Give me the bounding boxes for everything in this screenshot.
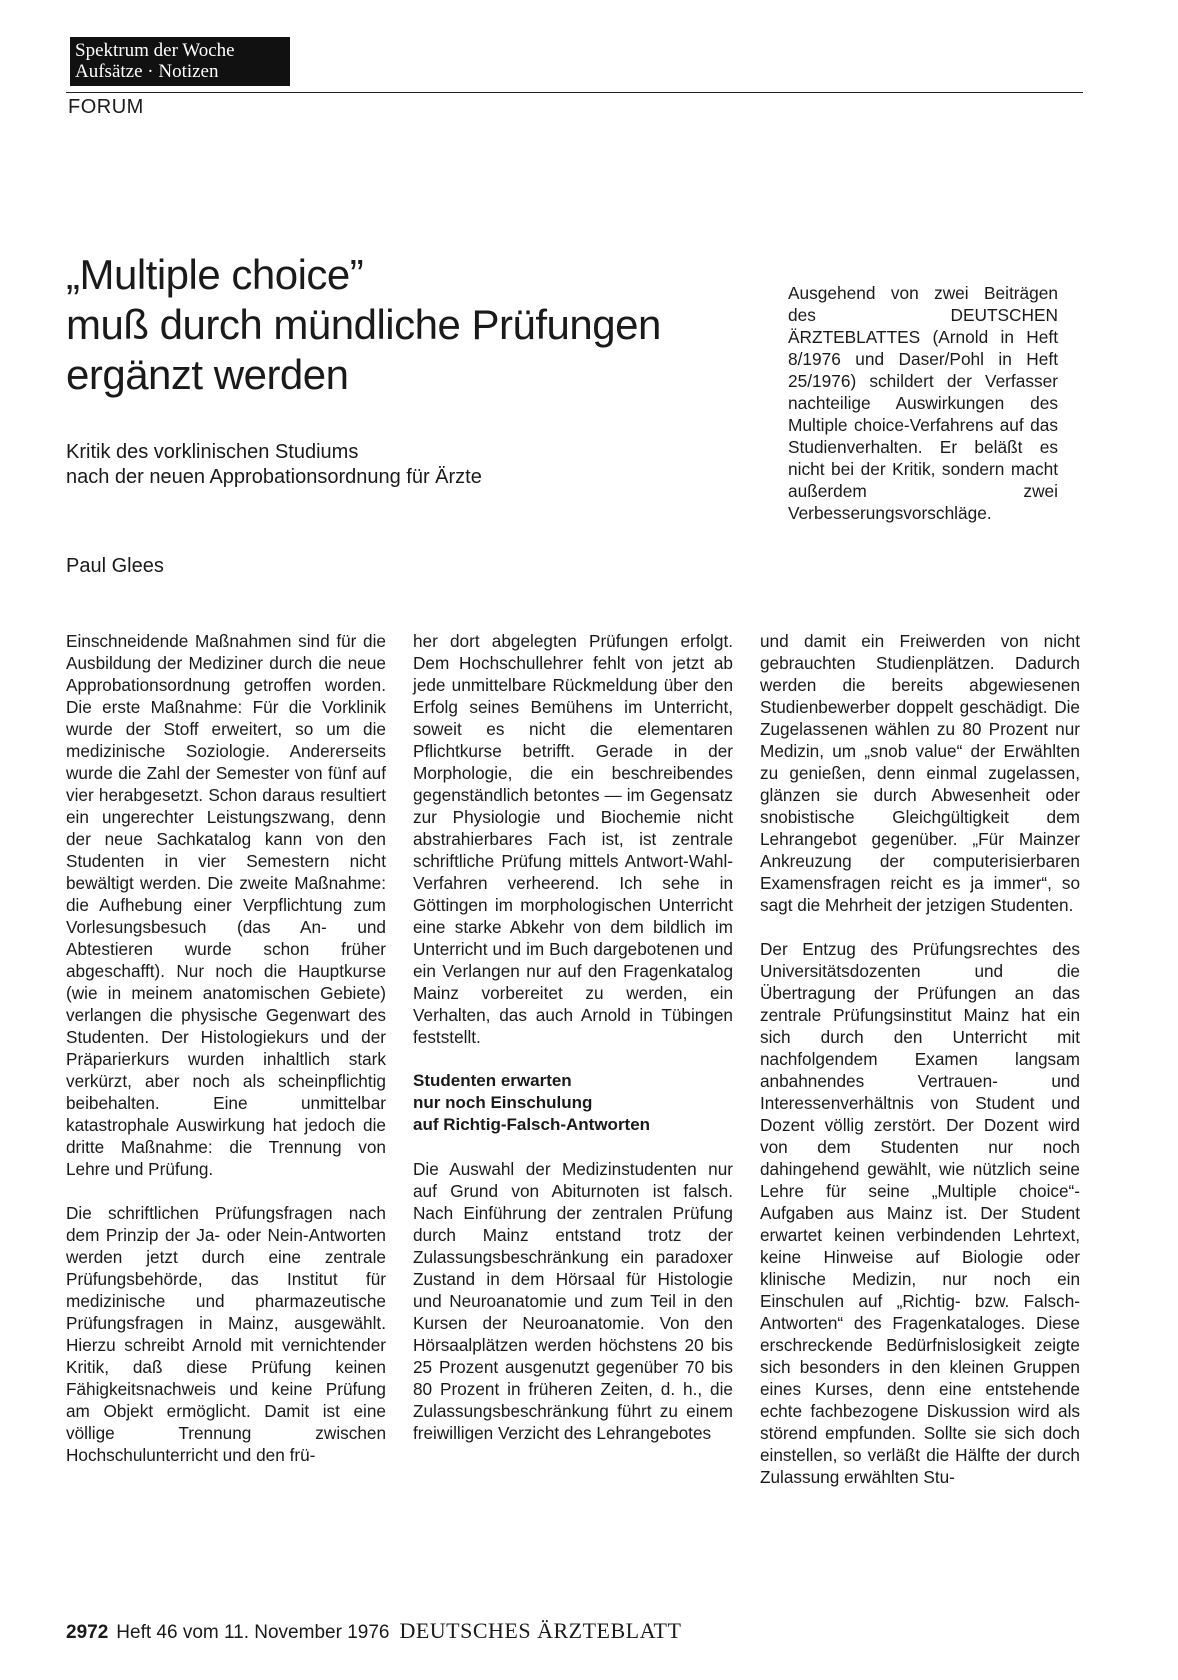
body-paragraph: Einschneidende Maßnahmen sind für die Ausbildung der Mediziner durch die neue Approbationsordnung getroffen worden. Die erste Maßnahme: Für die Vorklinik wurde der Stoff erweitert, so um die medizinische Soziologie. Andererseits wurde die Zahl der Semester von fünf auf vier herabgesetzt. Schon daraus resultiert ein ungerechter Leistungszwang, denn der neue Sachkatalog kann von den Studenten in vier Semestern nicht bewältigt werden. Die zweite Maßnahme: die Aufhebung einer Verpflichtung zum Vorlesungsbesuch (das An- und Abtestieren wurde schon früher abgeschafft). Nur noch die Hauptkurse (wie in meinem anatomischen Gebiete) verlangen die physische Gegenwart des Studenten. Der Histologiekurs und der Präparierkurs wurden inhaltlich stark verkürzt, aber noch als scheinpflichtig beibehalten. Eine unmittelbar katastrophale Auswirkung hat jedoch die dritte Maßnahme: die Trennung von Lehre und Prüfung. — [66, 631, 386, 1179]
section-heading-line: nur noch Einschulung — [413, 1093, 593, 1112]
body-column-1 — [66, 630, 386, 1466]
body-paragraph: her dort abgelegten Prüfungen erfolgt. Dem Hochschullehrer fehlt von jetzt ab jede unmittelbare Rückmeldung über den Erfolg seines Bemühens im Unterricht, soweit es nicht die elementaren Pflichtkurse betrifft. Gerade in der Morphologie, die ein beschreibendes gegenständlich betontes — im Gegensatz zur Physiologie und Biochemie nicht abstrahierbares Fach ist, ist zentrale schriftliche Prüfung mittels Antwort-Wahl-Verfahren verheerend. Ich sehe in Göttingen im morphologischen Unterricht eine starke Abkehr von dem bildlich im Unterricht und im Buch dargebotenen und ein Verlangen nur auf den Fragenkatalog Mainz vorbereitet zu werden, ein Verhalten, das auch Arnold in Tübingen feststellt. — [413, 631, 733, 1047]
section-tag-line1: Spektrum der Woche — [75, 40, 235, 61]
section-tag-line2: Aufsätze · Notizen — [75, 61, 219, 82]
section-tag — [70, 37, 290, 86]
section-heading-line: Studenten erwarten — [413, 1071, 572, 1090]
header-rule — [66, 92, 1083, 93]
article-teaser: Ausgehend von zwei Beiträgen des DEUTSCHEN ÄRZTEBLATTES (Arnold in Heft 8/1976 und Daser/Pohl in Heft 25/1976) schildert der Verfasser nachteilige Auswirkungen des Multiple choice-Verfahrens auf das Studienverhalten. Er beläßt es nicht bei der Kritik, sondern macht außerdem zwei Verbesserungsvorschläge. — [788, 283, 1058, 523]
article-title — [66, 250, 766, 400]
issue-info: Heft 46 vom 11. November 1976 — [116, 1622, 390, 1643]
author-name: Paul Glees — [66, 555, 164, 577]
body-paragraph: Die Auswahl der Medizinstudenten nur auf Grund von Abiturnoten ist falsch. Nach Einführung der zentralen Prüfung durch Mainz entstand trotz der Zulassungsbeschränkung ein paradoxer Zustand in dem Hörsaal für Histologie und Neuroanatomie und zum Teil in den Kursen der Neuroanatomie. Von den Hörsaalplätzen werden höchstens 20 bis 25 Prozent ausgenutzt gegenüber 70 bis 80 Prozent in früheren Zeiten, d. h., die Zulassungsbeschränkung führt zu einem freiwilligen Verzicht des Lehrangebotes — [413, 1159, 733, 1443]
body-paragraph: Der Entzug des Prüfungsrechtes des Universitätsdozenten und die Übertragung der Prüfungen an das zentrale Prüfungsinstitut Mainz hat ein sich durch den Unterricht mit nachfolgendem Examen langsam anbahnendes Vertrauen- und Interessenverhältnis von Student und Dozent völlig zerstört. Der Dozent wird von dem Studenten nur noch dahingehend gewählt, wie nützlich seine Lehre für seine „Multiple choice“-Aufgaben aus Mainz ist. Der Student erwartet keinen verbindenden Lehrtext, keine Hinweise auf Biologie oder klinische Medizin, nur noch ein Einschulen auf „Richtig- bzw. Falsch-Antworten“ des Fragenkataloges. Diese erschreckende Bedürfnislosigkeit zeigte sich besonders in den kleinen Gruppen eines Kurses, denn eine entstehende echte fachbezogene Diskussion wird als störend empfunden. Sollte sie sich doch einstellen, so verläßt die Hälfte der durch Zulassung erwählten Stu- — [760, 939, 1080, 1487]
page-footer — [66, 1618, 681, 1644]
subtitle-line: nach der neuen Approbationsordnung für Ärzte — [66, 466, 482, 488]
body-column-2 — [413, 630, 733, 1444]
body-paragraph: Die schriftlichen Prüfungsfragen nach dem Prinzip der Ja- oder Nein-Antworten werden jetzt durch eine zentrale Prüfungsbehörde, das Institut für medizinische und pharmazeutische Prüfungsfragen in Mainz, ausgewählt. Hierzu schreibt Arnold mit vernichtender Kritik, daß diese Prüfung keinen Fähigkeitsnachweis und keine Prüfung am Objekt ermöglicht. Damit ist eine völlige Trennung zwischen Hochschulunterricht und den frü- — [66, 1203, 386, 1465]
department-label: FORUM — [68, 96, 144, 118]
body-paragraph: und damit ein Freiwerden von nicht gebrauchten Studienplätzen. Dadurch werden die bereits abgewiesenen Studienbewerber doppelt geschädigt. Die Zugelassenen wählen zu 80 Prozent nur Medizin, um „snob value“ der Erwählten zu genießen, denn einmal zugelassen, glänzen sie durch Abwesenheit oder snobistische Gleichgültigkeit dem Lehrangebot gegenüber. „Für Mainzer Ankreuzung der computerisierbaren Examensfragen reicht es ja immer“, so sagt die Mehrheit der jetzigen Studenten. — [760, 631, 1080, 915]
body-column-3 — [760, 630, 1080, 1488]
article-subtitle — [66, 440, 706, 490]
journal-name: DEUTSCHES ÄRZTEBLATT — [399, 1618, 682, 1643]
title-line: muß durch mündliche Prüfungen — [66, 301, 661, 348]
subtitle-line: Kritik des vorklinischen Studiums — [66, 441, 359, 463]
title-line: „Multiple choice” — [66, 251, 364, 298]
section-heading — [413, 1070, 733, 1136]
page-number: 2972 — [66, 1622, 109, 1643]
section-heading-line: auf Richtig-Falsch-Antworten — [413, 1115, 651, 1134]
title-line: ergänzt werden — [66, 351, 349, 398]
